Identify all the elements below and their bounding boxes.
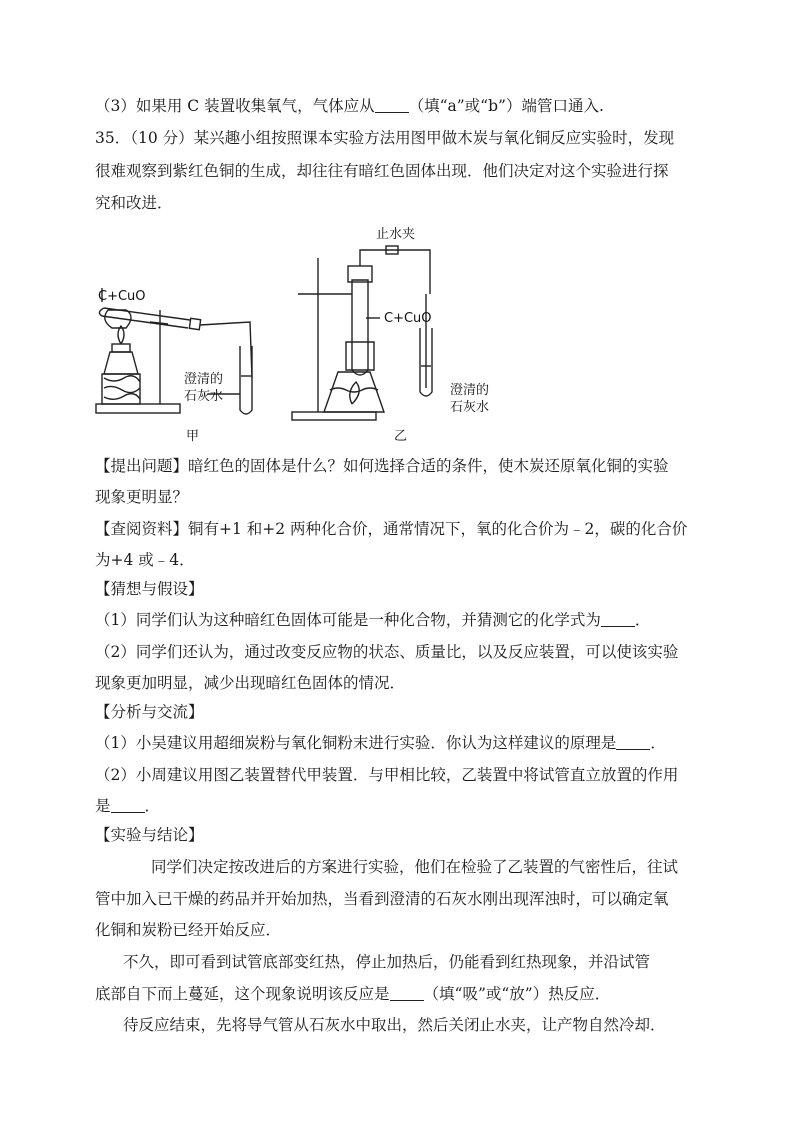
flame-icon — [118, 326, 124, 344]
alcohol-lamp — [104, 352, 138, 374]
answer-blank[interactable] — [111, 798, 145, 813]
answer-blank[interactable] — [375, 98, 409, 113]
section-heading: 【查阅资料】铜有+1 和+2 两种化合价，通常情况下，氧的化合价为﹣2，碳的化合价 — [95, 520, 688, 538]
text-line: （2）小周建议用图乙装置替代甲装置．与甲相比较，乙装置中将试管直立放置的作用 — [95, 766, 679, 784]
jia-lime-label-1: 澄清的 — [184, 372, 224, 387]
text-line: 不久，即可看到试管底部变红热，停止加热后，仍能看到红热现象，并沿试管 — [123, 953, 651, 971]
jia-caption: 甲 — [186, 429, 200, 444]
yi-lime-label-2: 石灰水 — [450, 400, 490, 415]
flame-icon — [350, 382, 359, 404]
text-line: 现象更明显？ — [95, 488, 189, 506]
answer-blank[interactable] — [390, 986, 424, 1001]
text-line: 为+4 或﹣4． — [95, 551, 195, 569]
stand-base — [292, 412, 376, 420]
yi-lime-label-1: 澄清的 — [450, 383, 490, 398]
stand-base — [96, 404, 180, 413]
jia-lime-label-2: 石灰水 — [184, 389, 224, 404]
text-line: 是 ． — [95, 797, 161, 815]
text-line: 很难观察到紫红色铜的生成，却往往有暗红色固体出现．他们决定对这个实验进行探 — [95, 162, 669, 180]
test-tube-upright — [352, 280, 368, 375]
yi-caption: 乙 — [394, 429, 408, 444]
text-line: （1）同学们认为这种暗红色固体可能是一种化合物，并猜测它的化学式为 ． — [95, 611, 651, 629]
answer-blank[interactable] — [616, 735, 650, 750]
delivery-tube — [200, 322, 252, 378]
yi-clamp-label: 止水夹 — [376, 227, 416, 242]
section-heading: 【实验与结论】 — [95, 826, 204, 844]
text-line: 底部自下而上蔓延，这个现象说明该反应是 （填“吸”或“放”）热反应． — [95, 985, 611, 1003]
text-line: （2）同学们还认为，通过改变反应物的状态、质量比，以及反应装置，可以使该实验 — [95, 643, 679, 661]
text-line: 待反应结束，先将导气管从石灰水中取出，然后关闭止水夹，让产物自然冷却． — [123, 1016, 666, 1034]
text-line: （1）小吴建议用超细炭粉与氧化铜粉末进行实验．你认为这样建议的原理是 ． — [95, 734, 666, 752]
text-line: 管中加入已干燥的药品并开始加热，当看到澄清的石灰水刚出现浑浊时，可以确定氧 — [95, 890, 669, 908]
delivery-tube — [360, 250, 430, 294]
apparatus-yi — [292, 246, 432, 420]
limewater-tube — [240, 346, 252, 414]
apparatus-drawing — [90, 218, 530, 450]
tube-holder — [346, 342, 374, 370]
section-heading: 【提出问题】暗红色的固体是什么？如何选择合适的条件，使木炭还原氧化铜的实验 — [95, 457, 669, 475]
jia-reagent-label: C+CuO — [98, 289, 146, 304]
stopper — [189, 318, 200, 329]
test-tube-horizontal — [102, 308, 190, 328]
text-line: 究和改进． — [95, 194, 173, 212]
answer-blank[interactable] — [601, 612, 635, 627]
section-heading: 【分析与交流】 — [95, 703, 204, 721]
text-line: （3）如果用 C 装置收集氧气，气体应从 （填“a”或“b”）端管口通入. — [95, 97, 604, 115]
apparatus-jia — [96, 288, 252, 414]
text-line: 现象更加明显，减少出现暗红色固体的情况． — [95, 674, 406, 692]
question-35-line: 35．（10 分）某兴趣小组按照课本实验方法用图甲做木炭与氧化铜反应实验时，发现 — [95, 129, 675, 147]
text-line: 同学们决定按改进后的方案进行实验，他们在检验了乙装置的气密性后，往试 — [151, 858, 679, 876]
section-heading: 【猜想与假设】 — [95, 580, 204, 598]
yi-reagent-label: C+CuO — [384, 311, 432, 326]
apparatus-figure — [90, 218, 530, 450]
text-line: 化铜和炭粉已经开始反应． — [95, 921, 282, 939]
